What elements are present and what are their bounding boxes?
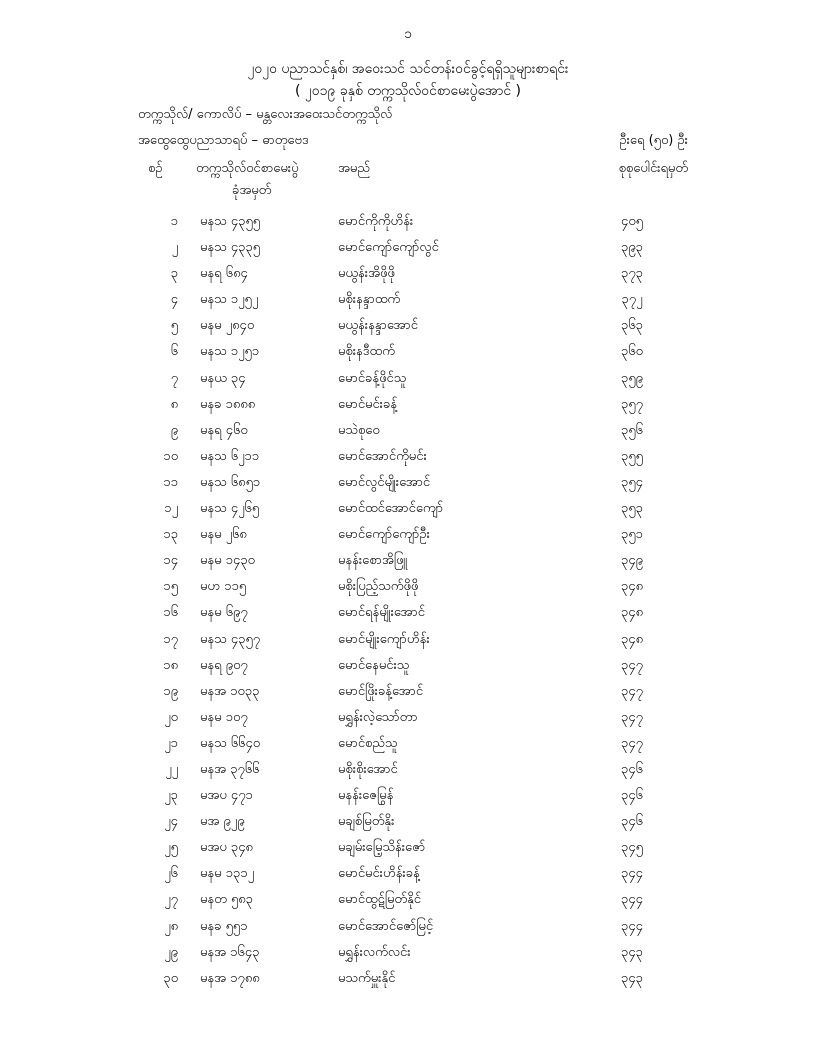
- row-number: ၂၃: [164, 788, 178, 804]
- total-marks: ၃၄၈: [620, 605, 644, 621]
- table-row: [0, 474, 816, 500]
- student-name: မောင်ထွဋ်မြတ်နိုင်: [338, 892, 422, 908]
- roll-number: မနသ ၄၃၅၇: [200, 631, 261, 647]
- table-row: [0, 500, 816, 526]
- student-name: မောင်လွင်မျိုးအောင်: [338, 474, 431, 490]
- table-row: [0, 448, 816, 474]
- table-row: [0, 865, 816, 891]
- roll-number: မနမ ၂၈၄၀: [200, 318, 255, 334]
- student-name: မစိုးပြည့်သက်ဖိုဖို: [338, 579, 419, 595]
- student-name: မောင်ဖြိုးခန့်အောင်: [338, 683, 424, 699]
- column-header-no: စဉ်: [148, 161, 163, 176]
- student-name: မရွှန်းလက်လင်း: [338, 944, 411, 960]
- roll-number: မနရ ၉၀၇: [200, 657, 248, 673]
- row-number: ၂၂: [165, 761, 178, 777]
- table-row: [0, 265, 816, 291]
- table-row: [0, 343, 816, 369]
- roll-number: မနသ ၁၂၅၁: [200, 344, 260, 360]
- row-number: ၂၈: [164, 918, 178, 934]
- row-number: ၂၆: [164, 866, 178, 882]
- roll-number: မနမ ၆၉၇: [200, 605, 248, 621]
- roll-number: မနသ ၄၂၆၅: [200, 501, 260, 517]
- total-marks: ၃၆၀: [621, 344, 643, 360]
- student-name: မနန်းဇေမြွန်: [338, 788, 394, 804]
- total-marks: ၃၄၄: [621, 866, 643, 882]
- student-name: မောင်မင်းခန့်: [338, 396, 398, 412]
- roll-number: မနမ ၁၄၃၀: [200, 553, 255, 569]
- row-number: ၁၂: [164, 501, 178, 517]
- total-marks: ၃၅၃: [621, 501, 643, 517]
- student-name: မောင်ထင်အောင်ကျော်: [338, 501, 444, 517]
- total-marks: ၃၅၆: [621, 422, 643, 438]
- student-count: ဦးရေ (၅၀) ဦး: [619, 133, 688, 148]
- roll-number: မနသ ၁၂၅၂: [200, 292, 259, 308]
- roll-number: မနအ ၁၀၃၃: [200, 683, 260, 699]
- roll-number: မနသ ၆၈၅၁: [200, 474, 261, 490]
- title-line-1: ၂၀၂၀ ပညာသင်နှစ်၊ အဝေးသင် သင်တန်းဝင်ခွင့်ရရှိသူများစာရင်း: [247, 61, 569, 77]
- total-marks: ၃၇၂: [621, 292, 643, 308]
- total-marks: ၃၄၇: [621, 735, 643, 751]
- total-marks: ၃၄၇: [621, 709, 643, 725]
- row-number: ၂၀: [164, 709, 178, 725]
- roll-number: မနတ ၅၈၃: [200, 892, 253, 908]
- student-name: မောင်ကျော်ကျော်ဦး: [338, 527, 430, 543]
- total-marks: ၃၄၆: [621, 761, 643, 777]
- total-marks: ၃၆၃: [621, 318, 643, 334]
- row-number: ၁၅: [163, 579, 178, 595]
- student-name: မောင်ရန်မျိုးအောင်: [338, 605, 425, 621]
- row-number: ၉: [170, 422, 178, 438]
- roll-number: မအ ၉၂၉: [200, 814, 245, 830]
- table-row: [0, 709, 816, 735]
- row-number: ၂၁: [164, 735, 178, 751]
- roll-number: မနအ ၁၇၈၈: [200, 970, 260, 986]
- row-number: ၁၇: [163, 631, 178, 647]
- student-list: [0, 213, 816, 996]
- student-name: မသဲစုဝေ: [338, 422, 380, 438]
- roll-number: မနသ ၆၆၄၀: [200, 735, 261, 751]
- student-name: မောင်မျိုးကျော်ဟိန်း: [338, 631, 430, 647]
- row-number: ၄: [170, 292, 178, 308]
- total-marks: ၃၄၆: [621, 814, 643, 830]
- table-row: [0, 891, 816, 917]
- total-marks: ၃၅၄: [621, 474, 643, 490]
- student-name: မသက်မှူးနိုင်: [338, 970, 396, 986]
- table-row: [0, 631, 816, 657]
- roll-number: မနသ ၄၃၅၅: [200, 214, 261, 229]
- university-label: တက္ကသိုလ်/ ကောလိပ် – မန္တလေးအဝေးသင်တက္ကသိုလ်: [138, 107, 393, 122]
- row-number: ၁၈: [163, 657, 178, 673]
- column-header-marks: စုစုပေါင်းရမှတ်: [618, 161, 688, 176]
- row-number: ၃၀: [163, 970, 178, 986]
- table-row: [0, 526, 816, 552]
- column-header-roll: တက္ကသိုလ်ဝင်စာမေးပွဲ: [196, 161, 299, 176]
- row-number: ၈: [170, 396, 178, 412]
- student-name: မချမ်းမြေ့သိန်းဇော်: [338, 840, 426, 856]
- total-marks: ၃၄၉: [621, 553, 643, 569]
- total-marks: ၃၄၆: [621, 788, 643, 804]
- row-number: ၁၆: [163, 605, 178, 621]
- title-line-2: ( ၂၀၁၉ ခုနှစ် တက္ကသိုလ်ဝင်စာမေးပွဲအောင် ): [294, 83, 522, 99]
- column-header-roll-sub: ခုံအမှတ်: [232, 183, 272, 198]
- column-header-name: အမည်: [338, 161, 370, 176]
- total-marks: ၃၉၃: [621, 240, 643, 256]
- table-row: [0, 317, 816, 343]
- total-marks: ၃၅၅: [621, 448, 643, 464]
- row-number: ၂: [171, 240, 178, 256]
- total-marks: ၃၄၇: [621, 683, 643, 699]
- table-row: [0, 657, 816, 683]
- roll-number: မနအ ၃၇၆၆: [200, 761, 260, 777]
- total-marks: ၃၅၉: [621, 370, 643, 386]
- student-name: မောင်အောင်ကိုမင်း: [338, 448, 427, 464]
- total-marks: ၃၅၇: [621, 396, 643, 412]
- row-number: ၁၀: [163, 448, 178, 464]
- roll-number: မနမ ၁၃၁၂: [200, 866, 255, 882]
- student-name: မောင်စည်သူ: [338, 735, 398, 751]
- table-row: [0, 813, 816, 839]
- student-name: မနန်းစောအိဖြူ: [338, 553, 408, 569]
- total-marks: ၃၄၈: [620, 579, 644, 595]
- row-number: ၁၃: [163, 527, 178, 543]
- student-name: မချစ်မြတ်နိုး: [338, 814, 395, 830]
- table-row: [0, 239, 816, 265]
- total-marks: ၃၄၄: [621, 892, 643, 908]
- row-number: ၁၄: [163, 553, 178, 569]
- table-row: [0, 918, 816, 944]
- student-name: မရွှန်းလဲ့သော်တာ: [338, 709, 418, 725]
- table-row: [0, 396, 816, 422]
- student-name: မောင်အောင်ဇော်မြင့်: [338, 918, 434, 934]
- total-marks: ၃၄၃: [621, 970, 643, 986]
- row-number: ၁: [170, 214, 178, 229]
- row-number: ၅: [170, 318, 178, 334]
- table-row: [0, 787, 816, 813]
- total-marks: ၃၅၁: [621, 527, 643, 543]
- row-number: ၂၄: [164, 814, 178, 830]
- student-name: မောင်ခန့်ဖိုင်သူ: [338, 370, 407, 386]
- table-row: [0, 839, 816, 865]
- table-row: [0, 735, 816, 761]
- roll-number: မနရ ၄၆၀: [200, 422, 248, 438]
- row-number: ၂၇: [164, 892, 178, 908]
- roll-number: မနယ ၃၄: [200, 370, 246, 386]
- total-marks: ၃၄၅: [621, 840, 643, 856]
- roll-number: မဟ ၁၁၅: [200, 579, 247, 595]
- subject-label: အထွေထွေပညာသာရပ် – ဓာတုဗေဒ: [138, 133, 309, 148]
- roll-number: မနအ ၁၆၄၃: [200, 944, 260, 960]
- roll-number: မနသ ၆၂၁၁: [200, 448, 260, 464]
- table-row: [0, 578, 816, 604]
- roll-number: မနမ ၁၀၇: [200, 709, 248, 725]
- table-row: [0, 552, 816, 578]
- table-row: [0, 213, 816, 239]
- row-number: ၁၉: [163, 683, 178, 699]
- row-number: ၃: [170, 266, 178, 282]
- total-marks: ၃၄၄: [621, 918, 643, 934]
- student-name: မစိုးစိုးအောင်: [338, 761, 398, 777]
- total-marks: ၄၀၅: [621, 214, 643, 229]
- page-number: ၁: [404, 26, 412, 42]
- total-marks: ၃၇၃: [621, 266, 643, 282]
- table-row: [0, 604, 816, 630]
- table-row: [0, 970, 816, 996]
- student-name: မောင်မင်းဟိန်းခန့်: [338, 866, 420, 882]
- roll-number: မနမ ၂၆၈: [200, 527, 247, 543]
- table-row: [0, 422, 816, 448]
- row-number: ၁၁: [163, 474, 178, 490]
- row-number: ၇: [170, 370, 178, 386]
- table-row: [0, 291, 816, 317]
- roll-number: မနသ ၄၃၃၅: [200, 240, 261, 256]
- student-name: မယွန်းအိဖိုဖို: [338, 266, 395, 282]
- roll-number: မနရ ၆၈၄: [200, 266, 248, 282]
- row-number: ၂၅: [164, 840, 178, 856]
- student-name: မယွန်းနန္ဒာအောင်: [338, 318, 418, 334]
- table-row: [0, 370, 816, 396]
- table-row: [0, 761, 816, 787]
- student-name: မစိုးနဒီထက်: [338, 344, 395, 360]
- total-marks: ၃၄၈: [620, 631, 644, 647]
- table-row: [0, 683, 816, 709]
- row-number: ၂၉: [164, 944, 178, 960]
- student-name: မောင်ကျော်ကျော်လွင်: [338, 240, 439, 256]
- student-name: မောင်ကိုကိုဟိန်း: [338, 214, 414, 229]
- roll-number: မအပ ၃၄၈: [200, 840, 253, 856]
- roll-number: မအပ ၄၇၁: [200, 788, 253, 804]
- table-row: [0, 944, 816, 970]
- student-name: မစိုးနန္ဒာထက်: [338, 292, 401, 308]
- roll-number: မနခ ၁၈၈၈: [200, 396, 256, 412]
- roll-number: မနခ ၅၅၁: [200, 918, 248, 934]
- student-name: မောင်နေမင်းသူ: [338, 657, 410, 673]
- total-marks: ၃၄၃: [621, 944, 643, 960]
- row-number: ၆: [170, 344, 178, 360]
- total-marks: ၃၄၇: [621, 657, 643, 673]
